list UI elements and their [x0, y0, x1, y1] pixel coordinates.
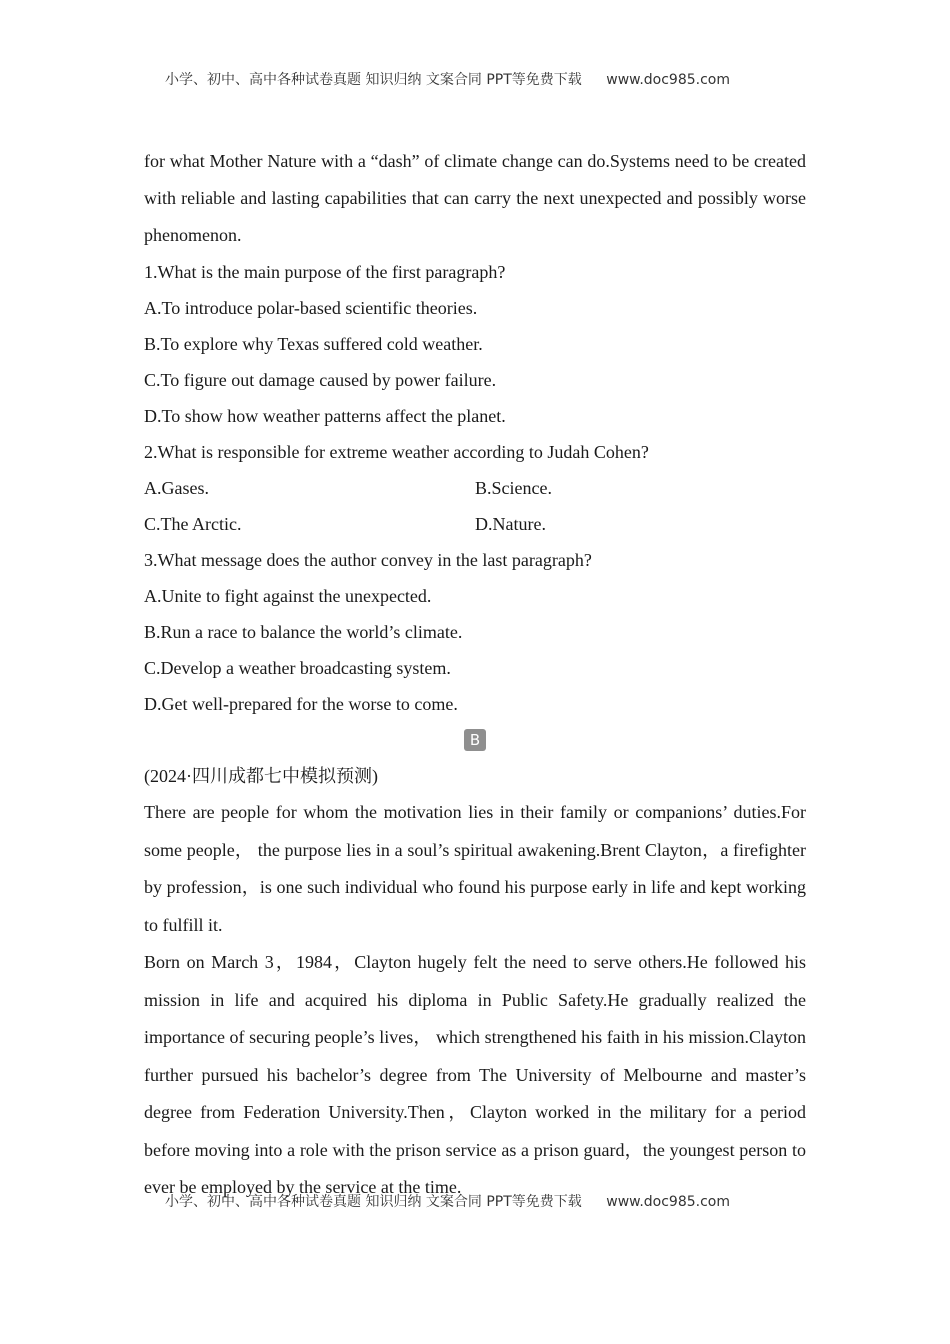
- option-c: C.Develop a weather broadcasting system.: [144, 658, 451, 678]
- intro-paragraph: for what Mother Nature with a “dash” of climate change can do.Systems need to be created with reliable and lasting capabilities that can carry the next unexpected and possibly worse phenomenon.: [144, 151, 806, 245]
- question-2: [144, 434, 806, 542]
- option-a: A.To introduce polar-based scientific theories.: [144, 298, 478, 318]
- option-b: B.Science.: [475, 478, 552, 498]
- source-note: (2024·四川成都七中模拟预测): [144, 766, 378, 786]
- option-b: B.To explore why Texas suffered cold weather.: [144, 334, 483, 354]
- question-1: [144, 254, 806, 434]
- option-c: C.The Arctic.: [144, 514, 242, 534]
- option-c: C.To figure out damage caused by power failure.: [144, 370, 497, 390]
- page-footer: [165, 1191, 805, 1211]
- option-row: [144, 470, 806, 506]
- option-d: D.Nature.: [475, 514, 546, 534]
- footer-text: 小学、初中、高中各种试卷真题 知识归纳 文案合同 PPT等免费下载: [165, 1194, 582, 1210]
- page-header: [165, 69, 805, 89]
- option-d: D.To show how weather patterns affect the planet.: [144, 406, 506, 426]
- passage-paragraph-1: There are people for whom the motivation lies in their family or companions’ duties.For some people， the purpose lies in a soul’s spiritual awakening.Brent Clayton，a firefighter by profession，is one such individual who found his purpose early in life and kept working to fulfill it.: [144, 802, 806, 935]
- header-site[interactable]: www.doc985.com: [606, 72, 730, 88]
- footer-site[interactable]: www.doc985.com: [606, 1194, 730, 1210]
- passage-paragraph-2: Born on March 3，1984，Clayton hugely felt the need to serve others.He followed his mission in life and acquired his diploma in Public Safety.He gradually realized the importance of securing people’s lives， which strengthened his faith in his mission.Clayton further pursued his bachelor’s degree from The University of Melbourne and master’s degree from Federation University.Then，Clayton worked in the military for a period before moving into a role with the prison service as a prison guard，the youngest person to ever be employed by the service at the time.: [144, 952, 806, 1197]
- section-badge: B: [464, 729, 486, 751]
- header-text: 小学、初中、高中各种试卷真题 知识归纳 文案合同 PPT等免费下载: [165, 72, 582, 88]
- option-a: A.Gases.: [144, 478, 209, 498]
- section-divider: [144, 722, 806, 758]
- option-b: B.Run a race to balance the world’s climate.: [144, 622, 463, 642]
- document-body: [144, 143, 806, 1207]
- question-stem: 2.What is responsible for extreme weather according to Judah Cohen?: [144, 442, 649, 462]
- question-3: [144, 542, 806, 722]
- option-d: D.Get well-prepared for the worse to come.: [144, 694, 458, 714]
- question-stem: 1.What is the main purpose of the first paragraph?: [144, 262, 506, 282]
- option-a: A.Unite to fight against the unexpected.: [144, 586, 432, 606]
- option-row: [144, 506, 806, 542]
- question-stem: 3.What message does the author convey in the last paragraph?: [144, 550, 592, 570]
